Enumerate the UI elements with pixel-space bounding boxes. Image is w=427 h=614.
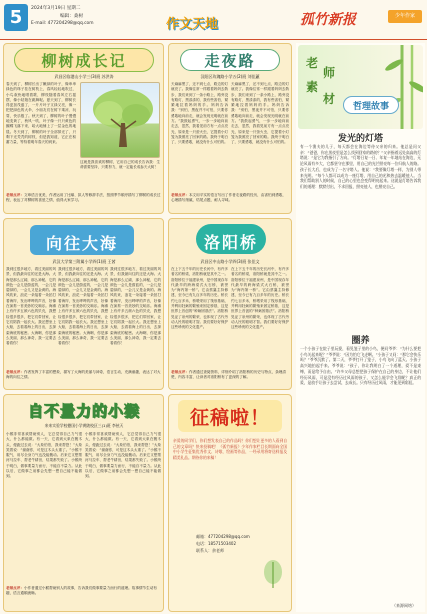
article-byline: 武昌区临港山小学三(3)班 苏洪涛: [54, 74, 114, 79]
story-title: 圈养: [351, 336, 370, 346]
comment-label: 老师点评：: [6, 370, 24, 374]
section-title: 作文天地: [165, 17, 218, 32]
article-body-col1: 小猴非常喜欢帮助别人，它总觉得自己力气很大，什么都能做。有一天，它看到大象在搬木头，便跑过去说：“大象伯伯，我来帮您！”大象笑着说：“谢谢你，可是这木头太重了。”小猴不服气，用尽全身力气也没能搬动。后来它又想帮河马拉车、帮老牛耕田，结果都失败了。小猴终于明白，做事要量力而行，不能自不量力。从此以后，它做事之前都会先想一想自己能不能做到。: [6, 432, 82, 479]
article-body-col2: 小猴非常喜欢帮助别人，它总觉得自己力气很大，什么都能做。有一天，它看到大象在搬木头，便跑过去说：“大象伯伯，我来帮您！”大象笑着说：“谢谢你，可是这木头太重了。”小猴不服气，用尽全身力气也没能搬动。后来它又想帮河马拉车、帮老牛耕田，结果都失败了。小猴终于明白，做事要量力而行，不能自不量力。从此以后，它做事之前都会先想一想自己能不能做到。: [85, 432, 161, 479]
article-title: 洛阳桥: [203, 233, 258, 252]
comment-text: 本文用平实的语言写出了作者走夜路的经历，由害怕到勇敢，心理描写细腻，结尾点题，耐人寻味。: [171, 193, 286, 203]
article-byline: 武昌区中山路小学四(3)班 张佳文: [200, 259, 260, 264]
email-label: 邮箱：: [196, 534, 208, 539]
article-body-col3: 我到过很多地方，看过美丽的风景，但我最向往的还是大海。大海是那么辽阔，那么神秘，它的颜色一会儿是蔚蓝的，一会儿是碧绿的，一会儿又是金黄的。海风吹来，浪花一朵接着一朵拍打着海岸，发出哗哗的声音，好像在演奏一首美妙的交响乐。海滩上有许多五颜六色的贝壳，我想捡很多很多，把它们带回家，让它们陪我一起长大。我还想坐上大船，去看看海上的日出，去探索海底的秘密。大海啊，你是那么美丽，那么神奇，我一定要去看看你！: [110, 267, 161, 346]
article-body-col2: 天麻麻黑了，还不到七点，路边的灯就亮了。我像往常一样跟着妈妈去散步，我们来到了一条小路上，路旁没有路灯，黑漆漆的，我有些害怕，紧紧地拉着妈妈的手。妈妈告诉我：“别怕，黑夜并不可怕，只要你勇敢地向前走，就会发现光明就在前方。”我鼓起勇气，一步一步地向前走去，忽然，我看见前方有一点点亮光，原来是一只萤火虫，它提着小灯笼为我照亮了回家的路。我终于明白了，只要勇敢，就没有什么可怕的。: [231, 82, 289, 145]
email-value[interactable]: 477204298@qq.com: [208, 534, 250, 539]
article-title: 自不量力的小猴: [27, 402, 140, 420]
submission-phone: [196, 541, 236, 546]
article-body-col1: 天麻麻黑了，还不到七点，路边的灯就亮了。我像往常一样跟着妈妈去散步，我们来到了一条小路上，路旁没有路灯，黑漆漆的，我有些害怕，紧紧地拉着妈妈的手。妈妈告诉我：“别怕，黑夜并不可怕，只要你勇敢地向前走，就会发现光明就在前方。”我鼓起勇气，一步一步地向前走去，忽然，我看见前方有一点点亮光，原来是一只萤火虫，它提着小灯笼为我照亮了回家的路。我终于明白了，只要勇敢，就没有什么可怕的。: [171, 82, 228, 145]
editor-line: 编辑：桑树: [60, 14, 83, 19]
decor-leaf-icon: [262, 560, 284, 590]
banner-char: 素: [306, 80, 319, 94]
article-title: 向往大海: [45, 234, 118, 253]
email-line: E-mail: 477204298@qq.com: [31, 21, 94, 26]
banner-char: 师: [323, 66, 336, 80]
article-body: 春天到了，柳树长出了嫩绿的叶子，像串串绿色的珠子挂在树枝上，春风轻轻地吹过，小鸟欢快地唱着歌，柳枝随着春风左右摇摆，像小姑娘在跳舞呢。夏天到了，柳树长得更加茂盛了，一片片叶子又绿又亮，像一把把绿色的大伞，小朋友们在树下乘凉、玩耍，快乐极了。秋天到了，柳树的叶子慢慢地变黄了，秋风一吹，叶子像一只只黄色的蝴蝶飞落下来，给大地铺上了一层金色的地毯。冬天到了，柳树的叶子全部掉光了，只剩下光秃秃的树枝，但是我知道，它正在积蓄力量，等待着明年春天的到来。: [6, 82, 76, 145]
article-byline: 武汉大学第三附属小学四(1)班 王茜: [52, 259, 116, 264]
comment-text: 文章语言优美，作者运用了比喻、拟人等修辞手法，按照季节顺序描写了柳树的成长过程，表达了对柳树的喜爱之情，值得大家学习。: [6, 193, 161, 203]
comment-text: 作者发挥了丰富的想象，描写了大海的美丽与神奇，语言生动，充满童趣，表达了对大海的向往之情。: [6, 370, 161, 380]
article-body-col1: 我到过很多地方，看过美丽的风景，但我最向往的还是大海。大海是那么辽阔，那么神秘，它的颜色一会儿是蔚蓝的，一会儿是碧绿的，一会儿又是金黄的。海风吹来，浪花一朵接着一朵拍打着海岸，发出哗哗的声音，好像在演奏一首美妙的交响乐。海滩上有许多五颜六色的贝壳，我想捡很多很多，把它们带回家，让它们陪我一起长大。我还想坐上大船，去看看海上的日出，去探索海底的秘密。大海啊，你是那么美丽，那么神奇，我一定要去看看你！: [6, 267, 56, 346]
article-body-col1: 在上下五千年的历史长河中，有许多著名的桥梁，洛阳桥就是其中之一。洛阳桥位于福建泉州，是中国现存年代最早的跨海梁式大石桥，被誉为“海内第一桥”。它由蔡襄主持修建，至今已有九百多年的历史。桥长约七百多米，桥墩采用了筏形基础，并利用牡蛎的繁殖来固定桥基，这是世界上首创的“种蛎固基法”。洛阳桥见证了泉州的繁荣，也体现了古代劳动人民的聪明才智。我们要好好保护这些珍贵的文化遗产。: [171, 267, 228, 330]
comment-text: 小作者通过小猴帮助别人的故事，告诉我们做事要量力而行的道理。故事情节生动有趣，语言通顺流畅。: [6, 586, 157, 596]
article-body-col2: 我到过很多地方，看过美丽的风景，但我最向往的还是大海。大海是那么辽阔，那么神秘，它的颜色一会儿是蔚蓝的，一会儿是碧绿的，一会儿又是金黄的。海风吹来，浪花一朵接着一朵拍打着海岸，发出哗哗的声音，好像在演奏一首美妙的交响乐。海滩上有许多五颜六色的贝壳，我想捡很多很多，把它们带回家，让它们陪我一起长大。我还想坐上大船，去看看海上的日出，去探索海底的秘密。大海啊，你是那么美丽，那么神奇，我一定要去看看你！: [58, 267, 108, 346]
story-title: 发光的灯塔: [337, 134, 383, 144]
submission-title: 征稿啦！: [189, 407, 270, 429]
teacher-comment: [6, 370, 162, 388]
article-byline: 汉阳区玫瑰路小学五(2)班 刘佳蕙: [200, 74, 260, 79]
contact-label: 联系人：: [196, 548, 212, 553]
teacher-comment: [171, 193, 289, 212]
comment-text: 作者通过查阅资料，详细介绍了洛阳桥的历史与特点，条理清楚，内容丰富，让读者对洛阳桥有了更深的了解。: [171, 370, 286, 380]
story-source: （来源网络）: [392, 603, 416, 608]
submission-email: [196, 534, 250, 539]
teacher-comment: [6, 586, 162, 610]
story-body: 有一个渔夫的儿子，每天都会在海边等待父亲的归来。他总是问父亲：“爸爸，你在黑夜里是怎么找到回家的路的？”父亲指着远处高高的灯塔说：“是它为我指引了方向。”灯塔日复一日、年复一年地站在海边，无论风雨有多大，它都坚守在那里，用自己的光芒照亮每一位归航人的路。孩子长大后，也成为了一名守塔人。他说：“我要像灯塔一样，为别人带来光明。”每个人都可以成为一座灯塔，用自己的光和热去温暖他人。当我们帮助别人的时候，自己的心里也会变得明亮起来。这就是灯塔告诉我们的道理：默默付出，不求回报，照亮他人，也照亮自己。: [300, 144, 421, 189]
comment-label: 老师点评：: [171, 370, 189, 374]
submission-contact: [196, 548, 224, 553]
contact-value: 余老师: [212, 548, 224, 553]
phone-value: 18571503402: [208, 541, 236, 546]
phone-label: 电话：: [196, 541, 208, 546]
article-body-col2: 在上下五千年的历史长河中，有许多著名的桥梁，洛阳桥就是其中之一。洛阳桥位于福建泉州，是中国现存年代最早的跨海梁式大石桥，被誉为“海内第一桥”。它由蔡襄主持修建，至今已有九百多年的历史。桥长约七百多米，桥墩采用了筏形基础，并利用牡蛎的繁殖来固定桥基，这是世界上首创的“种蛎固基法”。洛阳桥见证了泉州的繁荣，也体现了古代劳动人民的聪明才智。我们要好好保护这些珍贵的文化遗产。: [231, 267, 289, 330]
story-body: 一个小孩子在院子里玩耍，看见笼子里的小鸟，便问爷爷：“为什么要把小鸟关起来呢？”爷爷说：“因为怕它飞走啊。”小孩子又问：“那它会快乐吗？”爷爷沉默了。第二天，爷爷打开了笼子，小鸟飞向了蓝天。小孩子高兴地拍起手来。爷爷说：“孩子，你让我明白了一个道理，爱不是束缚，而是给予自由。”许多父母总想把孩子保护在自己的身边，不让他们经历风雨，可是没有经历过风雨的孩子，又怎么能学会飞翔呢？真正的爱，是放手让孩子去尝试，去成长。只有经历过风雨，才能见到彩虹。: [300, 346, 421, 386]
banner-char: 老: [306, 56, 319, 70]
right-section-title: 哲理故事: [352, 102, 389, 112]
paper-name: 孤竹新报: [300, 12, 356, 28]
willow-tree-icon: [81, 83, 160, 158]
teacher-comment: [6, 193, 162, 212]
submission-body: 亲爱的同学们，你们想发表自己的作品吗？你们想让更多的人看到自己的文章吗？快来投稿吧！《孤竹新报》少年作家栏目长期面向全国中小学生征集优秀作文、诗歌、绘画等作品，一经录用将寄送样报及精美礼品。期待你的来稿！: [173, 438, 287, 460]
teacher-comment: [171, 370, 289, 388]
tree-image: [80, 82, 160, 158]
article-tail: 这就是我喜欢的柳树，它用自己的成长告诉我：生命需要坚持，只要努力，就一定能长成参天大树！: [80, 160, 160, 170]
article-title: 走夜路: [204, 52, 256, 70]
comment-label: 老师点评：: [6, 193, 24, 197]
comment-label: 老师点评：: [171, 193, 189, 197]
comment-label: 老师点评：: [6, 586, 24, 590]
weekly-tag: 少年作家: [388, 10, 422, 23]
date-line: 2024年3月19日 星期二: [31, 6, 81, 11]
article-title: 柳树成长记: [41, 52, 127, 70]
banner-char: 材: [323, 92, 336, 106]
issue-badge: 5: [4, 4, 28, 31]
article-byline: 来来实验学校德国小学黄陂校区三(1)班 李铉天: [44, 423, 124, 428]
